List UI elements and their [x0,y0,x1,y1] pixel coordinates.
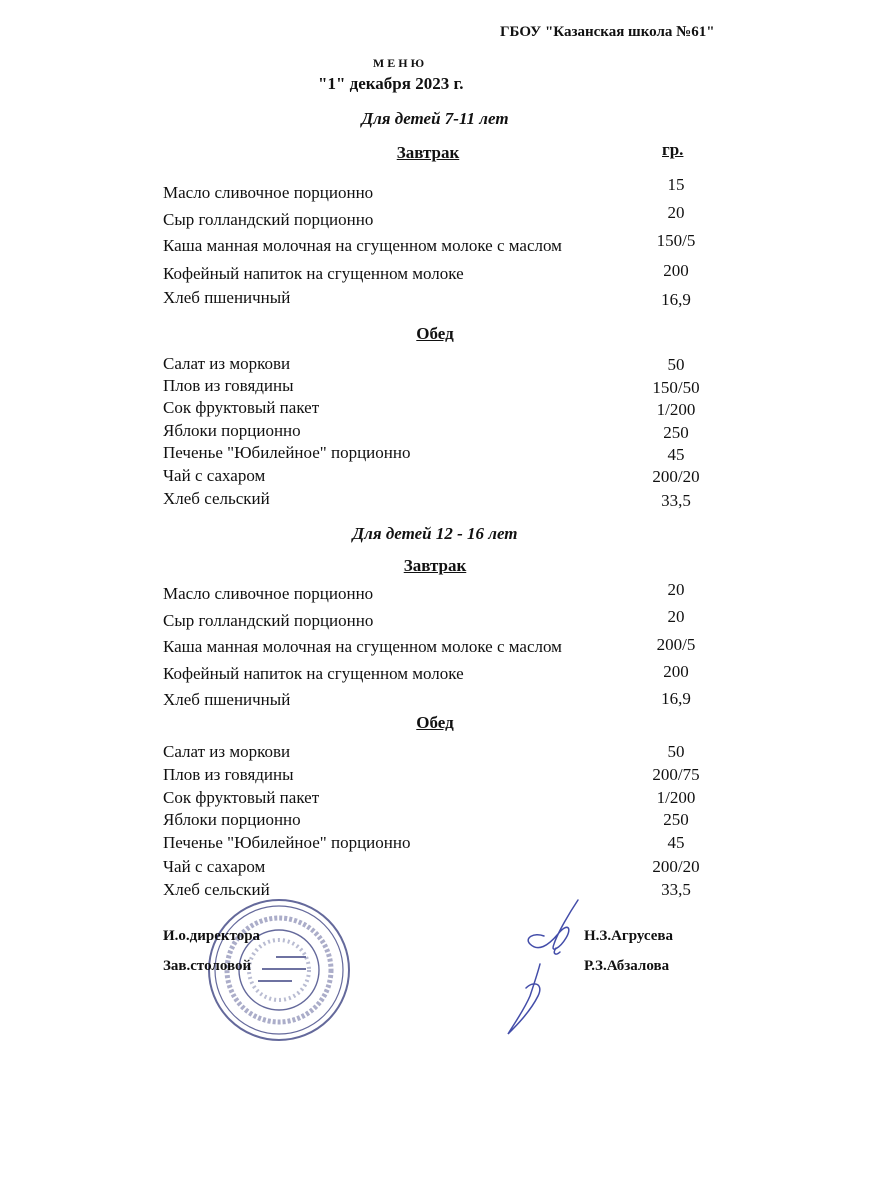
menu-item-weight: 200/75 [652,765,700,784]
menu-item-name: Кофейный напиток на сгущенном молоке [163,664,464,683]
menu-item-weight: 33,5 [661,880,691,899]
menu-item-weight: 50 [667,742,685,761]
menu-item-weight: 45 [667,833,685,852]
menu-item-weight: 250 [663,810,689,829]
menu-item-weight: 20 [667,580,685,599]
menu-item-name: Печенье "Юбилейное" порционно [163,833,411,852]
menu-item-name: Сыр голландский порционно [163,611,374,630]
age-group-title: Для детей 12 - 16 лет [352,524,518,543]
menu-item-name: Чай с сахаром [163,466,266,485]
menu-item-name: Яблоки порционно [163,421,301,440]
section-title-lunch: Обед [416,324,454,343]
menu-item-name: Сыр голландский порционно [163,210,374,229]
director-name: Н.З.Агрусева [584,928,674,944]
menu-item-name: Печенье "Юбилейное" порционно [163,443,411,462]
menu-item-weight: 200/20 [652,857,700,876]
menu-item-weight: 1/200 [656,788,696,807]
menu-item-weight: 16,9 [661,689,691,708]
menu-item-name: Сок фруктовый пакет [163,398,320,417]
menu-item-weight: 15 [667,175,685,194]
menu-item-name: Кофейный напиток на сгущенном молоке [163,264,464,283]
menu-item-weight: 20 [667,203,685,222]
school-name: ГБОУ "Казанская школа №61" [500,24,715,40]
menu-item-name: Каша манная молочная на сгущенном молоке с маслом [163,637,562,656]
unit-header: гр. [662,140,684,159]
menu-item-name: Хлеб пшеничный [163,690,291,709]
menu-item-name: Масло сливочное порционно [163,183,374,202]
menu-item-name: Каша манная молочная на сгущенном молоке с маслом [163,236,562,255]
menu-item-weight: 1/200 [656,400,696,419]
menu-item-weight: 45 [667,445,685,464]
canteen-head-name: Р.З.Абзалова [584,958,670,974]
menu-item-weight: 150/50 [652,378,700,397]
menu-item-name: Масло сливочное порционно [163,584,374,603]
director-label: И.о.директора [163,928,261,944]
section-title-lunch: Обед [416,713,454,732]
menu-item-name: Плов из говядины [163,765,294,784]
menu-item-weight: 250 [663,423,689,442]
menu-item-weight: 200/5 [656,635,696,654]
menu-item-weight: 20 [667,607,685,626]
menu-title: МЕНЮ [372,56,428,70]
menu-item-name: Сок фруктовый пакет [163,788,320,807]
menu-date: "1" декабря 2023 г. [318,74,464,93]
menu-item-name: Плов из говядины [163,376,294,395]
age-group-title: Для детей 7-11 лет [361,109,509,128]
menu-item-weight: 16,9 [661,290,691,309]
menu-item-name: Яблоки порционно [163,810,301,829]
canteen-head-label: Зав.столовой [163,958,252,974]
menu-item-name: Салат из моркови [163,742,291,761]
handwritten-signature [500,892,590,1042]
menu-item-weight: 50 [667,355,685,374]
menu-item-weight: 200 [663,261,689,280]
menu-item-name: Салат из моркови [163,354,291,373]
menu-item-name: Чай с сахаром [163,857,266,876]
section-title-breakfast: Завтрак [396,143,460,162]
menu-item-weight: 200/20 [652,467,700,486]
menu-item-name: Хлеб сельский [163,880,270,899]
menu-item-weight: 150/5 [656,231,696,250]
menu-item-name: Хлеб пшеничный [163,288,291,307]
menu-item-name: Хлеб сельский [163,489,270,508]
menu-item-weight: 33,5 [661,491,691,510]
menu-item-weight: 200 [663,662,689,681]
section-title-breakfast: Завтрак [403,556,467,575]
